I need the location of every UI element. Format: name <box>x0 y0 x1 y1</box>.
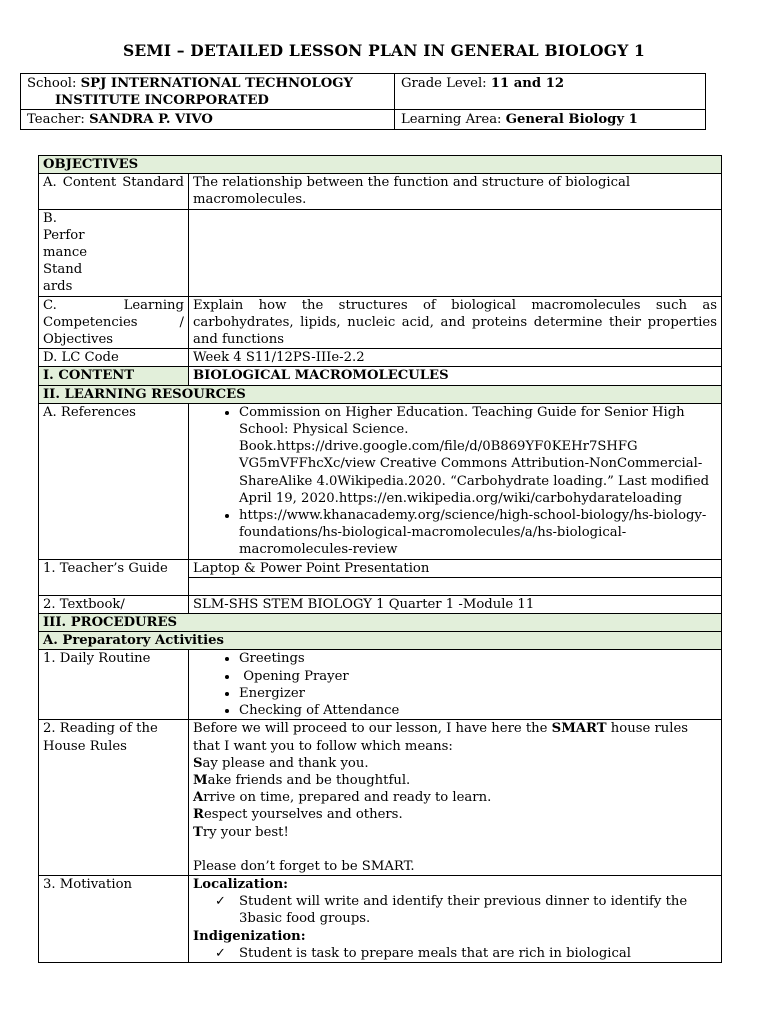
smart-rule-r: Respect yourselves and others. <box>193 807 403 823</box>
daily-routine-label: 1. Daily Routine <box>39 650 189 720</box>
daily-routine-row <box>39 650 722 720</box>
area-label: Learning Area: <box>401 112 506 128</box>
indigenization-item: ✓ Student is task to prepare meals that are rich in biological <box>215 945 631 961</box>
procedures-heading: III. PROCEDURES <box>39 614 722 632</box>
textbook-row <box>39 595 722 613</box>
performance-standards-label: B. Perfor mance Stand ards <box>39 209 189 296</box>
blank-line <box>193 841 717 858</box>
grade-value: 11 and 12 <box>490 76 565 91</box>
routine-item: • Checking of Attendance <box>239 702 717 719</box>
competencies-label: C. Learning Competencies / Objectives <box>39 296 189 349</box>
content-standard-row <box>39 174 722 209</box>
school-label: School: <box>27 76 81 91</box>
textbook-value: SLM-SHS STEM BIOLOGY 1 Quarter 1 -Module 11 <box>189 595 722 613</box>
procedures-header-row <box>39 614 722 632</box>
motivation-row <box>39 875 722 962</box>
preparatory-header-row <box>39 632 722 650</box>
teachers-guide-value: Laptop & Power Point Presentation <box>189 559 722 577</box>
competencies-value: Explain how the structures of biological macromolecules such as carbohydrates, lipids, nucleic acid, and proteins determine their properties and functions <box>189 296 722 349</box>
learning-area-cell <box>395 110 706 129</box>
lesson-plan-table <box>38 155 722 963</box>
references-list <box>193 404 717 559</box>
textbook-label: 2. Textbook/ <box>39 595 189 613</box>
localization-list <box>193 893 717 927</box>
references-label: A. References <box>39 403 189 559</box>
lc-code-value: Week 4 S11/12PS-IIIe-2.2 <box>189 349 722 367</box>
preparatory-heading: A. Preparatory Activities <box>39 632 722 650</box>
reference-item: • Commission on Higher Education. Teaching Guide for Senior High School: Physical Science. Book.https://drive.google.com/file/d/0B869YF0KEHr7SHFG VG5mVFFhcXc/view Creative Commons Attribution-NonCommercial-ShareAlike 4.0Wikipedia.2020. “Carbohydrate loading.” Last modified April 19, 2020.https://en.wikipedia.org/wiki/carbohydarateloading <box>239 404 717 507</box>
house-rules-intro: Before we will proceed to our lesson, I have here the SMART house rules that I want you to follow which means: <box>193 721 689 754</box>
lc-code-row <box>39 349 722 367</box>
localization-item: ✓ Student will write and identify their previous dinner to identify the 3basic food groups. <box>215 894 688 927</box>
routine-item: • Energizer <box>239 685 717 702</box>
smart-rule-s: Say please and thank you. <box>193 755 369 771</box>
smart-rule-a: Arrive on time, prepared and ready to learn. <box>193 790 492 806</box>
teachers-guide-blank-cell <box>189 577 722 595</box>
grade-level-cell <box>395 74 706 110</box>
school-value-line1: SPJ INTERNATIONAL TECHNOLOGY <box>80 76 353 91</box>
smart-rule-t: Try your best! <box>193 824 289 840</box>
competencies-row <box>39 296 722 349</box>
references-row <box>39 403 722 559</box>
objectives-header-row <box>39 156 722 174</box>
area-value: General Biology 1 <box>505 112 638 128</box>
teacher-label: Teacher: <box>27 112 90 128</box>
routine-item: • Opening Prayer <box>239 668 717 685</box>
checkmark-icon: ✓ <box>215 894 227 910</box>
content-standard-label: A. Content Standard <box>39 174 189 209</box>
house-rules-row <box>39 720 722 876</box>
school-value-line2: INSTITUTE INCORPORATED <box>55 93 269 109</box>
teacher-value: SANDRA P. VIVO <box>89 112 213 128</box>
smart-rule-m: Make friends and be thoughtful. <box>193 772 411 788</box>
indigenization-heading: Indigenization: <box>193 928 306 944</box>
house-rules-label: 2. Reading of the House Rules <box>39 720 189 876</box>
school-cell <box>21 74 395 110</box>
references-value <box>189 403 722 559</box>
motivation-value <box>189 875 722 962</box>
learning-resources-heading: II. LEARNING RESOURCES <box>39 385 722 403</box>
teacher-cell <box>21 110 395 129</box>
daily-routine-value <box>189 650 722 720</box>
reference-item: • https://www.khanacademy.org/science/high-school-biology/hs-biology-foundations/hs-biological-macromolecules/a/hs-biological-macromolecules-review <box>239 507 717 559</box>
content-label: I. CONTENT <box>39 367 189 385</box>
localization-heading: Localization: <box>193 876 289 892</box>
daily-routine-list <box>193 650 717 719</box>
document-title: SEMI – DETAILED LESSON PLAN IN GENERAL BIOLOGY 1 <box>122 41 646 60</box>
header-table <box>20 73 706 130</box>
indigenization-list <box>193 945 717 962</box>
performance-standards-value <box>189 209 722 296</box>
content-row <box>39 367 722 385</box>
routine-item: • Greetings <box>239 650 717 667</box>
lc-code-label: D. LC Code <box>39 349 189 367</box>
performance-standards-row <box>39 209 722 296</box>
teachers-guide-row <box>39 559 722 577</box>
house-rules-value <box>189 720 722 876</box>
motivation-label: 3. Motivation <box>39 875 189 962</box>
checkmark-icon: ✓ <box>215 945 227 961</box>
objectives-heading: OBJECTIVES <box>39 156 722 174</box>
teachers-guide-label: 1. Teacher’s Guide <box>39 559 189 595</box>
house-rules-closing: Please don’t forget to be SMART. <box>193 858 415 874</box>
grade-label: Grade Level: <box>401 76 491 91</box>
learning-resources-header-row <box>39 385 722 403</box>
content-value: BIOLOGICAL MACROMOLECULES <box>189 367 722 385</box>
content-standard-value: The relationship between the function and structure of biological macromolecules. <box>189 174 722 209</box>
